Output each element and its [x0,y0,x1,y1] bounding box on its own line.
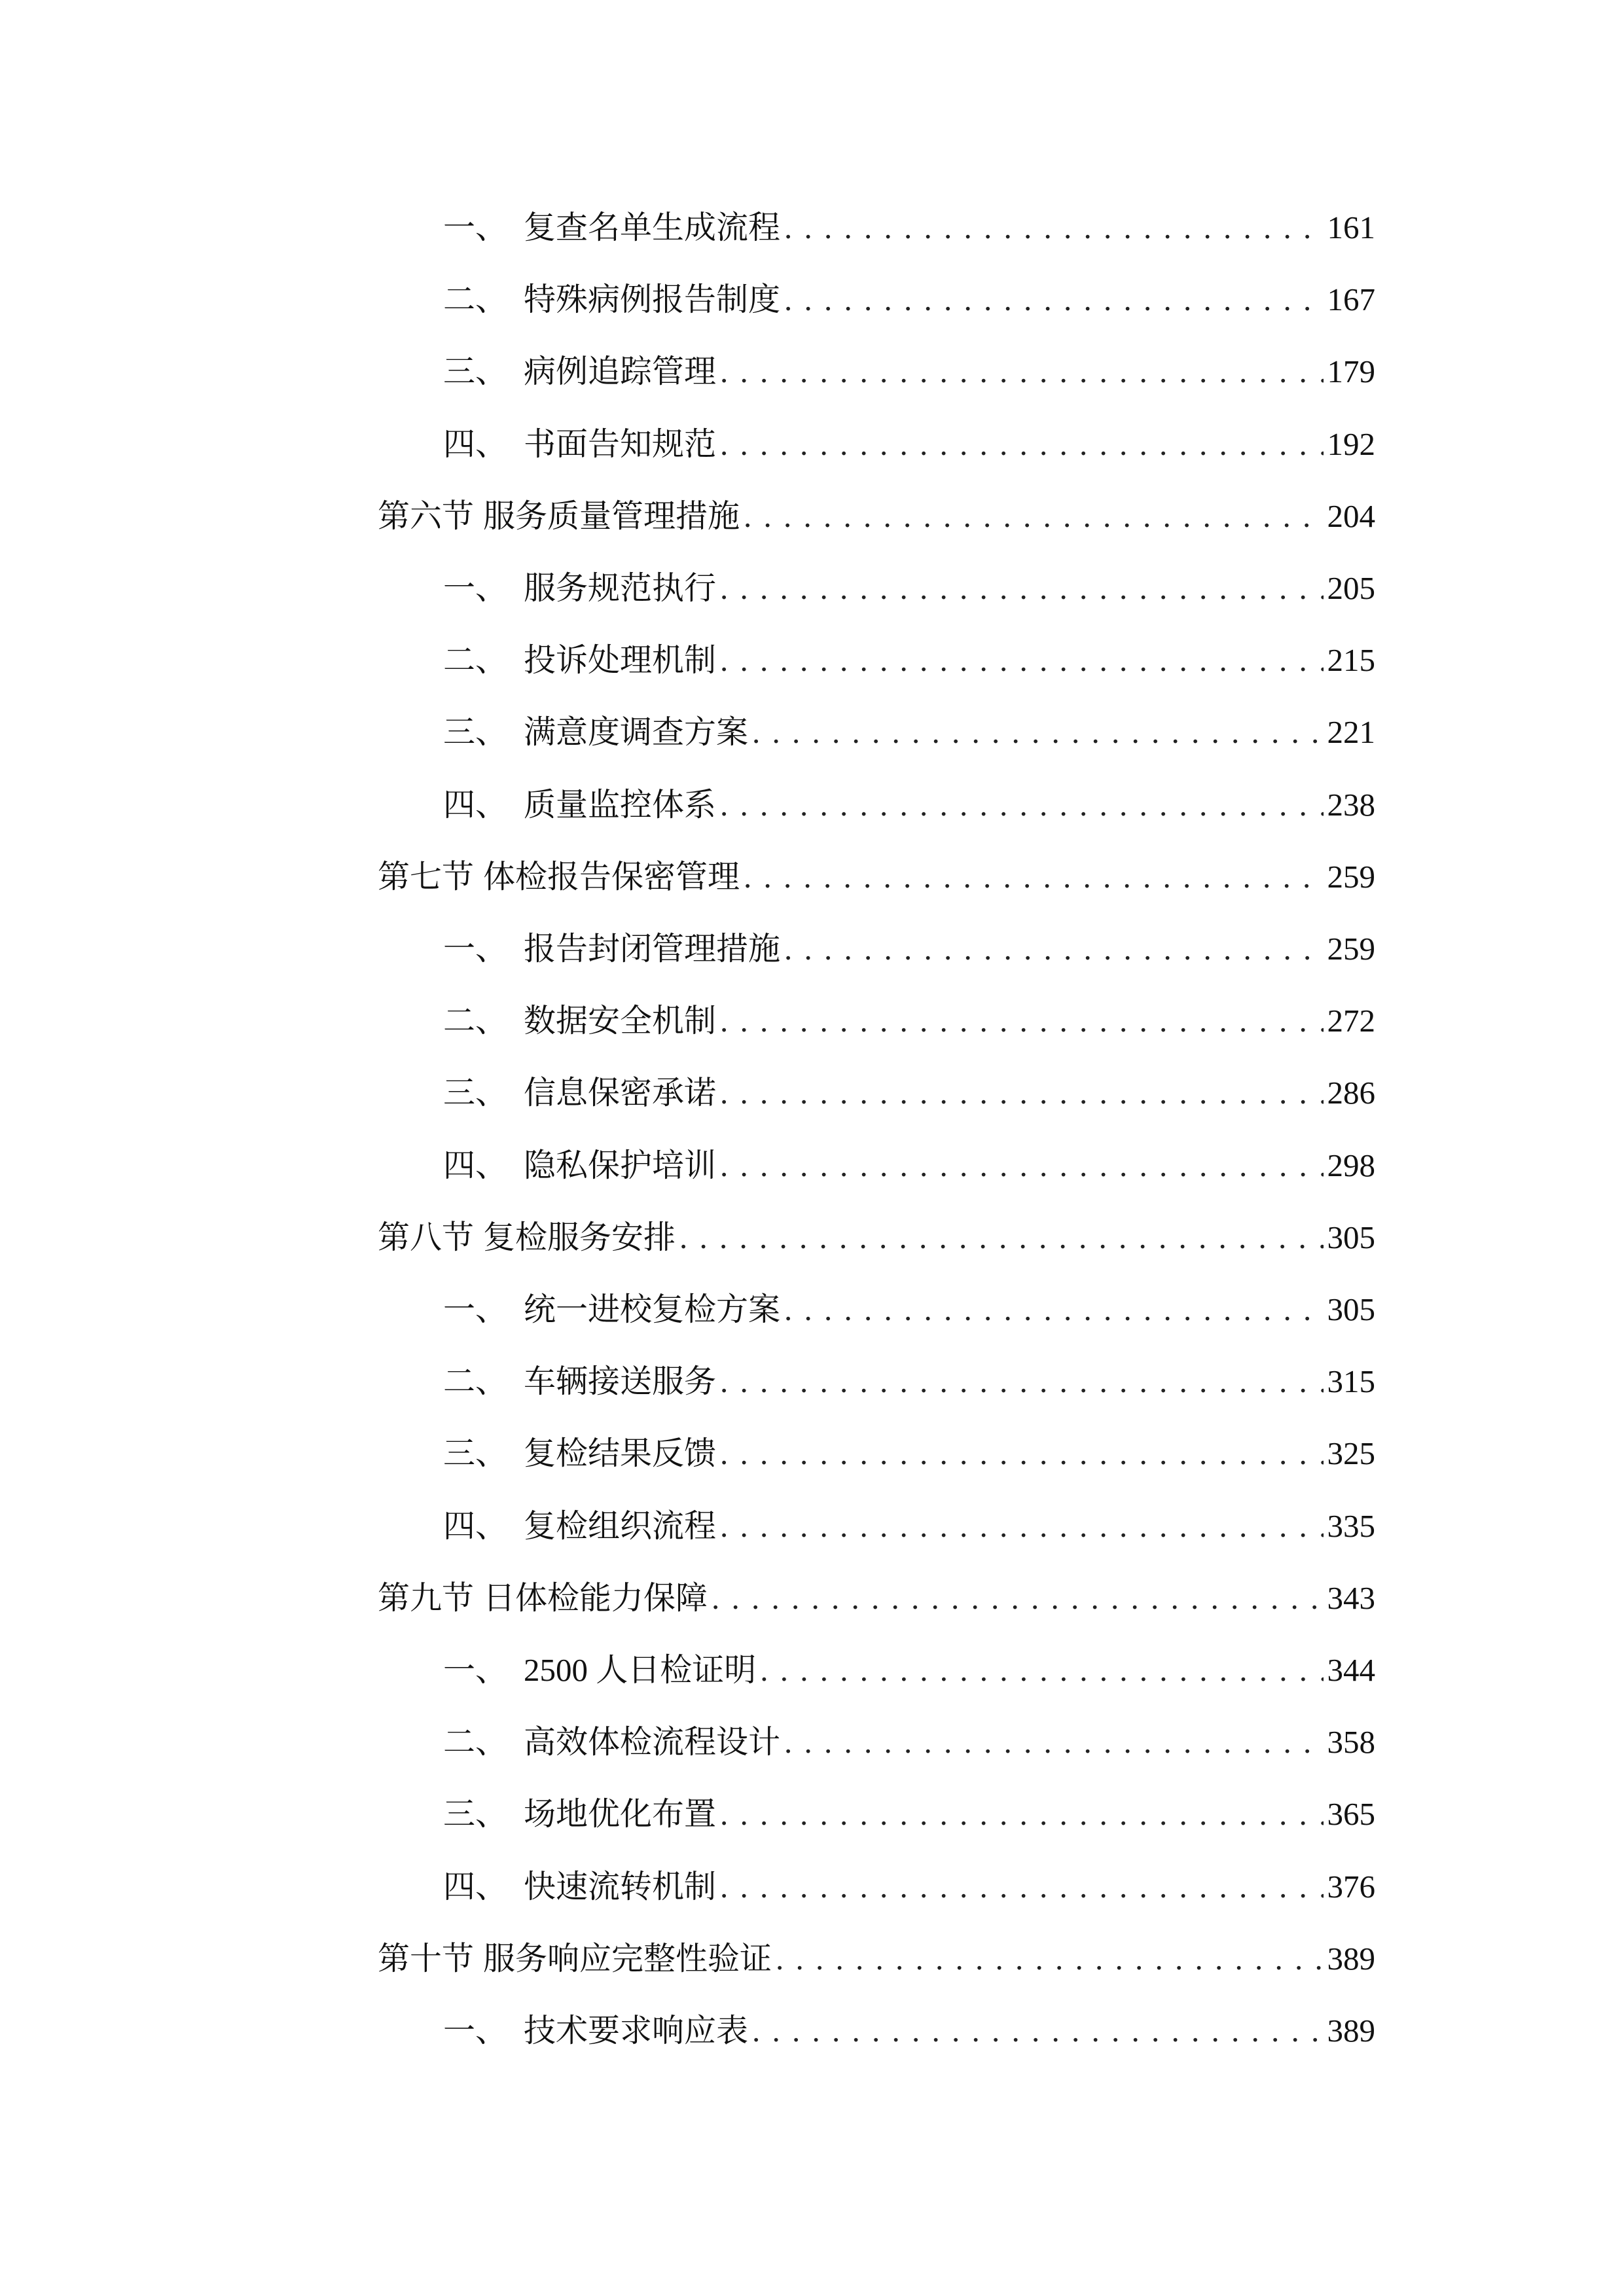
toc-dot-leader [712,1579,1323,1618]
toc-dot-leader [720,352,1323,391]
toc-entry-title: 高效体检流程设计 [524,1724,781,1761]
toc-section-entry[interactable] [378,497,1375,536]
toc-entry-page: 179 [1327,353,1375,390]
toc-dot-leader [720,1867,1323,1907]
toc-subsection-entry[interactable] [443,1001,1375,1041]
toc-entry-number: 三、 [443,353,508,390]
toc-subsection-entry[interactable] [443,352,1375,391]
toc-entry-title: 复检组织流程 [524,1507,717,1544]
toc-entry-page: 358 [1327,1724,1375,1761]
toc-subsection-entry[interactable] [443,1795,1375,1834]
toc-entry-title: 技术要求响应表 [524,2013,749,2049]
toc-dot-leader [744,857,1323,897]
toc-subsection-entry[interactable] [443,1146,1375,1185]
toc-entry-title: 统一进校复检方案 [524,1291,781,1327]
toc-subsection-entry[interactable] [443,569,1375,608]
toc-entry-title: 车辆接送服务 [524,1363,717,1400]
toc-entry-title: 信息保密承诺 [524,1075,717,1111]
toc-entry-number: 第六节 [378,497,475,534]
toc-entry-title: 服务质量管理措施 [483,497,740,534]
toc-subsection-entry[interactable] [443,2011,1375,2051]
toc-entry-number: 三、 [443,1796,508,1833]
toc-entry-title: 服务响应完整性验证 [483,1940,772,1977]
toc-dot-leader [720,1434,1323,1473]
toc-dot-leader [720,641,1323,680]
toc-entry-page: 343 [1327,1579,1375,1616]
toc-entry-page: 259 [1327,858,1375,895]
toc-dot-leader [776,1939,1323,1979]
toc-entry-page: 389 [1327,1940,1375,1977]
toc-entry-page: 272 [1327,1003,1375,1039]
toc-subsection-entry[interactable] [443,1290,1375,1329]
toc-subsection-entry[interactable] [443,280,1375,319]
toc-section-entry[interactable] [378,1939,1375,1979]
toc-entry-title: 报告封闭管理措施 [524,931,781,967]
toc-entry-title: 服务规范执行 [524,570,717,606]
toc-entry-title: 病例追踪管理 [524,353,717,390]
toc-entry-title: 复检结果反馈 [524,1435,717,1472]
toc-entry-title: 特殊病例报告制度 [524,281,781,318]
toc-entry-page: 376 [1327,1868,1375,1905]
toc-subsection-entry[interactable] [443,425,1375,464]
toc-subsection-entry[interactable] [443,1507,1375,1546]
toc-entry-page: 221 [1327,714,1375,751]
toc-subsection-entry[interactable] [443,208,1375,247]
toc-dot-leader [720,1073,1323,1113]
toc-entry-title: 复查名单生成流程 [524,209,781,245]
toc-entry-number: 第十节 [378,1940,475,1977]
toc-entry-number: 一、 [443,209,508,245]
toc-dot-leader [784,1723,1323,1762]
toc-subsection-entry[interactable] [443,929,1375,969]
toc-entry-page: 298 [1327,1147,1375,1183]
toc-entry-number: 二、 [443,1363,508,1400]
toc-entry-title: 隐私保护培训 [524,1147,717,1183]
toc-entry-number: 二、 [443,1003,508,1039]
toc-dot-leader [784,208,1323,247]
toc-dot-leader [720,1362,1323,1401]
toc-entry-number: 一、 [443,570,508,606]
toc-entry-page: 389 [1327,2013,1375,2049]
toc-entry-number: 四、 [443,786,508,823]
toc-entry-title: 体检报告保密管理 [483,858,740,895]
toc-entry-page: 325 [1327,1435,1375,1472]
toc-dot-leader [752,713,1323,752]
toc-entry-page: 161 [1327,209,1375,245]
toc-dot-leader [720,785,1323,825]
toc-entry-page: 205 [1327,570,1375,606]
toc-entry-number: 第七节 [378,858,475,895]
toc-dot-leader [720,1001,1323,1041]
toc-entry-title: 书面告知规范 [524,425,717,462]
toc-entry-page: 335 [1327,1507,1375,1544]
toc-entry-number: 三、 [443,1435,508,1472]
toc-entry-title: 满意度调查方案 [524,714,749,751]
toc-dot-leader [760,1651,1323,1690]
toc-entry-page: 259 [1327,931,1375,967]
toc-dot-leader [720,1795,1323,1834]
toc-entry-number: 第八节 [378,1219,475,1255]
toc-entry-number: 一、 [443,1652,508,1688]
toc-subsection-entry[interactable] [443,1434,1375,1473]
toc-subsection-entry[interactable] [443,1723,1375,1762]
toc-entry-number: 四、 [443,1507,508,1544]
toc-dot-leader [744,497,1323,536]
toc-subsection-entry[interactable] [443,1073,1375,1113]
toc-dot-leader [720,425,1323,464]
toc-entry-page: 315 [1327,1363,1375,1400]
toc-entry-page: 192 [1327,425,1375,462]
toc-dot-leader [720,1146,1323,1185]
toc-entry-title: 投诉处理机制 [524,642,717,679]
toc-entry-page: 344 [1327,1652,1375,1688]
toc-entry-number: 一、 [443,931,508,967]
toc-dot-leader [784,280,1323,319]
toc-dot-leader [720,569,1323,608]
toc-entry-page: 286 [1327,1075,1375,1111]
toc-entry-number: 一、 [443,1291,508,1327]
toc-subsection-entry[interactable] [443,1362,1375,1401]
toc-subsection-entry[interactable] [443,1867,1375,1907]
toc-dot-leader [752,2011,1323,2051]
toc-entry-page: 305 [1327,1291,1375,1327]
toc-dot-leader [679,1218,1323,1257]
toc-section-entry[interactable] [378,1218,1375,1257]
toc-entry-title: 2500 人日检证明 [524,1652,757,1688]
toc-entry-number: 一、 [443,2013,508,2049]
toc-entry-title: 快速流转机制 [524,1868,717,1905]
toc-entry-page: 204 [1327,497,1375,534]
toc-entry-page: 365 [1327,1796,1375,1833]
toc-subsection-entry[interactable] [443,1651,1375,1690]
toc-entry-number: 四、 [443,1147,508,1183]
toc-entry-number: 四、 [443,425,508,462]
toc-dot-leader [784,929,1323,969]
toc-entry-number: 三、 [443,714,508,751]
toc-section-entry[interactable] [378,1579,1375,1618]
toc-entry-page: 238 [1327,786,1375,823]
toc-entry-number: 二、 [443,281,508,318]
toc-subsection-entry[interactable] [443,641,1375,680]
toc-entry-number: 三、 [443,1075,508,1111]
toc-entry-title: 数据安全机制 [524,1003,717,1039]
toc-entry-title: 日体检能力保障 [483,1579,708,1616]
toc-entry-number: 第九节 [378,1579,475,1616]
toc-entry-title: 质量监控体系 [524,786,717,823]
toc-dot-leader [784,1290,1323,1329]
toc-dot-leader [720,1507,1323,1546]
toc-entry-page: 215 [1327,642,1375,679]
toc-entry-title: 场地优化布置 [524,1796,717,1833]
toc-entry-number: 二、 [443,642,508,679]
toc-entry-page: 167 [1327,281,1375,318]
toc-subsection-entry[interactable] [443,785,1375,825]
toc-entry-page: 305 [1327,1219,1375,1255]
toc-section-entry[interactable] [378,857,1375,897]
toc-entry-number: 二、 [443,1724,508,1761]
toc-entry-number: 四、 [443,1868,508,1905]
toc-subsection-entry[interactable] [443,713,1375,752]
toc-entry-title: 复检服务安排 [483,1219,676,1255]
